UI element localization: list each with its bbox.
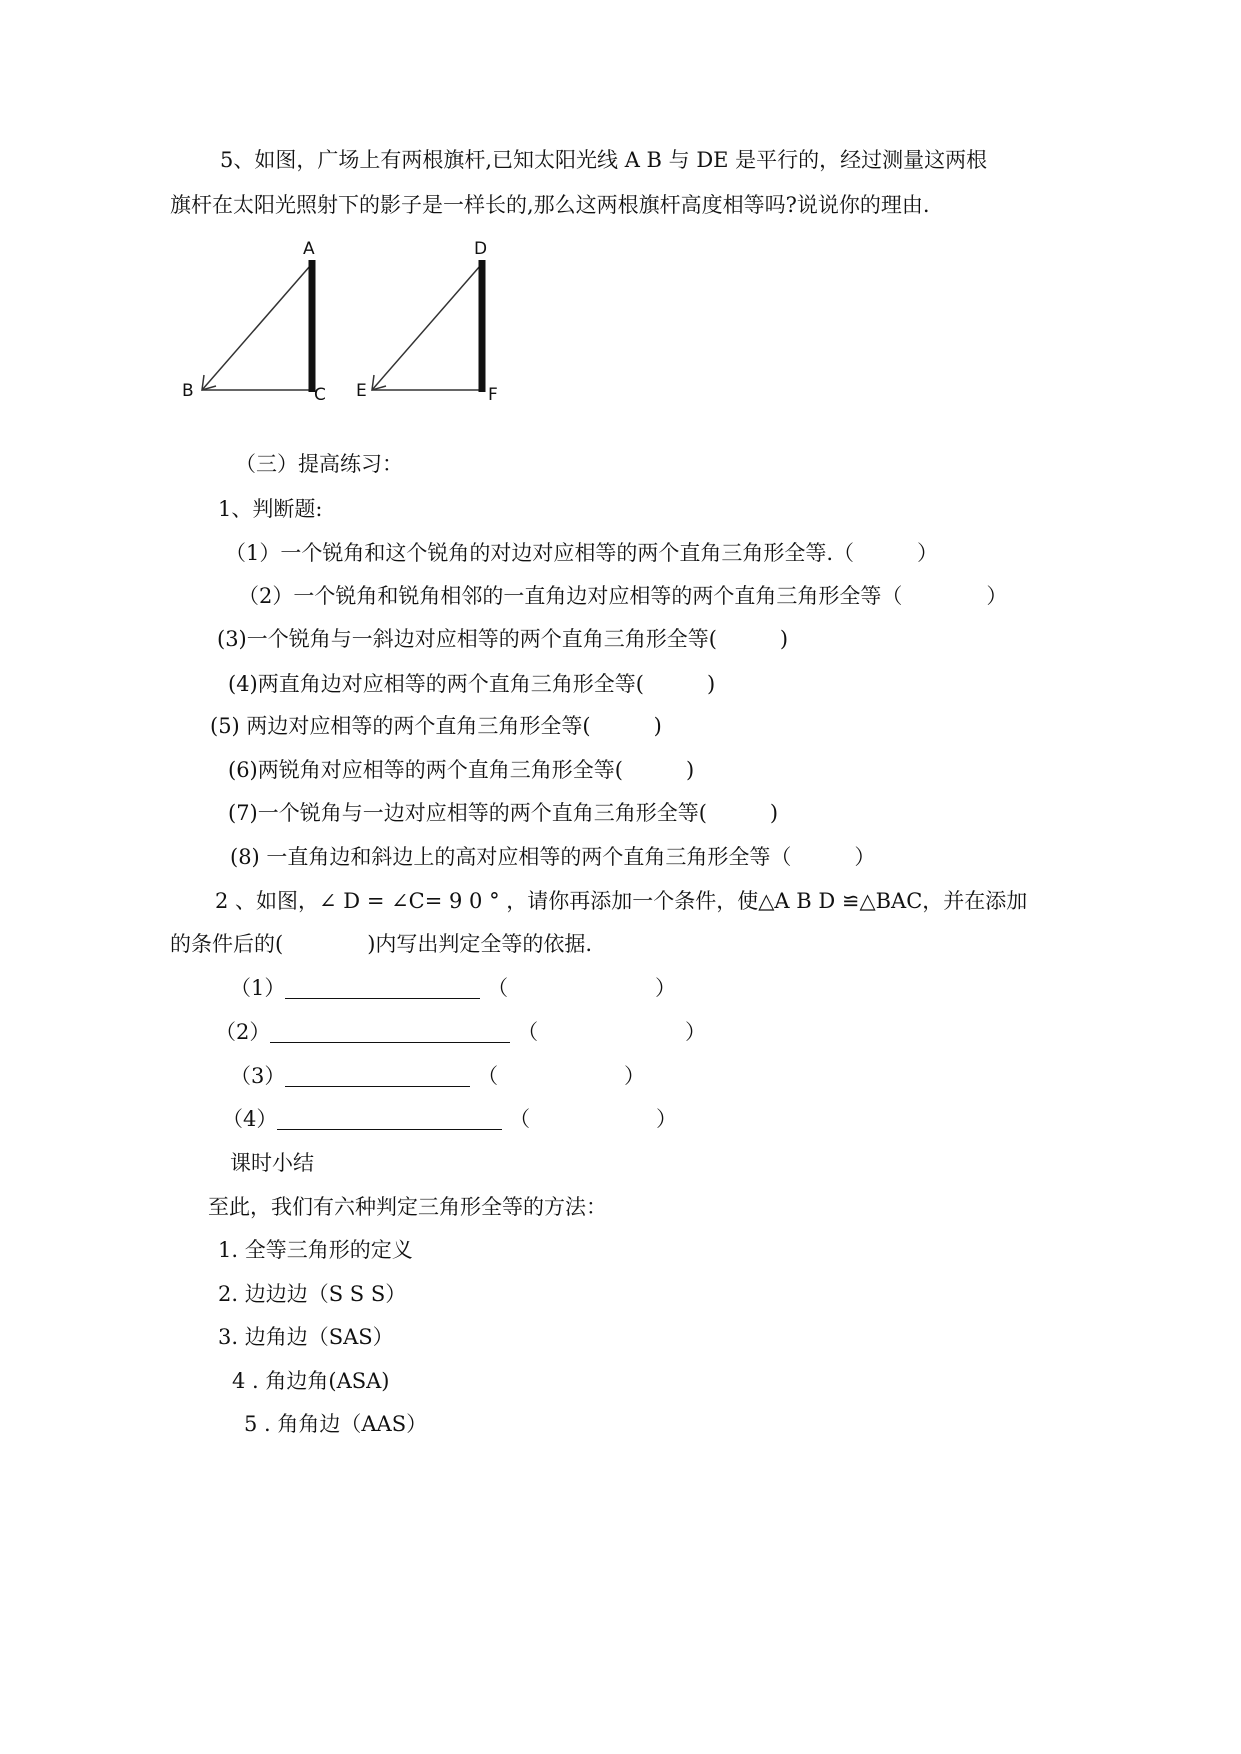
label-b: B [182,381,194,401]
problem-5-line-2: 旗杆在太阳光照射下的影子是一样长的,那么这两根旗杆高度相等吗?说说你的理由. [170,193,930,217]
question-2-line-2: 的条件后的( )内写出判定全等的依据. [170,932,593,956]
answer-blank[interactable] [270,1020,510,1043]
answer-row-1 [230,974,676,1002]
answer-paren: （ ） [509,1107,678,1131]
label-f: F [488,385,498,405]
answer-row-3 [230,1062,645,1090]
answer-label: （4） [222,1107,278,1131]
summary-title: 课时小结 [230,1151,314,1175]
judgement-item-3: (3)一个锐角与一斜边对应相等的两个直角三角形全等( ) [217,627,789,651]
label-c: C [314,385,326,405]
answer-blank[interactable] [277,1107,502,1130]
label-d: D [474,239,488,259]
sunray-de [372,266,480,390]
judgement-item-8: (8) 一直角边和斜边上的高对应相等的两个直角三角形全等（ ） [230,845,876,869]
judgement-item-4: (4)两直角边对应相等的两个直角三角形全等( ) [228,672,716,696]
answer-row-4 [222,1105,677,1133]
question-2-line-1: 2 、如图，∠ D = ∠C= 9 0 ° ，请你再添加一个条件，使△A B D ≌△BAC，并在添加 [215,889,1028,913]
label-e: E [356,381,367,401]
judgement-item-6: (6)两锐角对应相等的两个直角三角形全等( ) [228,758,695,782]
answer-row-2 [215,1018,706,1046]
summary-item-4: 4 . 角边角(ASA) [232,1369,390,1393]
answer-paren: （ ） [517,1020,707,1044]
flagpole-figure [182,239,530,420]
judgement-item-2: （2）一个锐角和锐角相邻的一直角边对应相等的两个直角三角形全等（ ） [238,584,1008,608]
summary-item-1: 1. 全等三角形的定义 [218,1238,413,1262]
answer-label: （1） [230,976,286,1000]
label-a: A [303,239,315,259]
summary-item-3: 3. 边角边（SAS） [218,1325,394,1349]
answer-blank[interactable] [285,1064,470,1087]
section-3-title: （三）提高练习： [235,452,403,476]
answer-paren: （ ） [487,976,677,1000]
summary-intro: 至此，我们有六种判定三角形全等的方法： [208,1195,607,1219]
judgement-item-1: （1）一个锐角和这个锐角的对边对应相等的两个直角三角形全等.（ ） [225,541,939,565]
problem-5-line-1: 5、如图，广场上有两根旗杆,已知太阳光线 A B 与 DE 是平行的，经过测量这两根 [220,148,988,172]
summary-item-2: 2. 边边边（S S S） [218,1282,407,1306]
answer-label: （3） [230,1064,286,1088]
answer-paren: （ ） [477,1064,646,1088]
judgement-item-5: (5) 两边对应相等的两个直角三角形全等( ) [210,714,662,738]
judgement-item-7: (7)一个锐角与一边对应相等的两个直角三角形全等( ) [228,801,779,825]
answer-blank[interactable] [285,976,480,999]
sunray-ab [202,266,310,390]
summary-item-5: 5 . 角角边（AAS） [244,1412,428,1436]
answer-label: （2） [215,1020,271,1044]
question-1-title: 1、判断题: [218,497,323,521]
